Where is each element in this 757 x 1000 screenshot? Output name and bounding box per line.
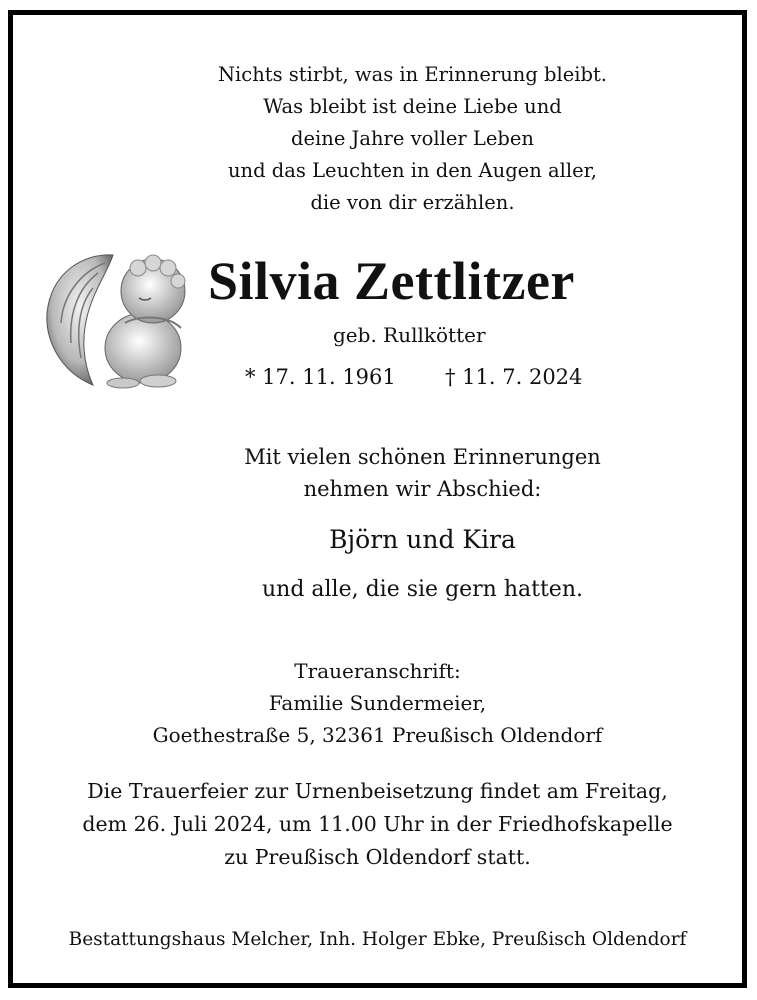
ceremony-line: dem 26. Juli 2024, um 11.00 Uhr in der Friedhofskapelle xyxy=(82,812,673,836)
family-names: Björn und Kira xyxy=(329,525,516,554)
memorial-poem xyxy=(203,59,622,219)
address-line: Familie Sundermeier, xyxy=(268,691,487,715)
obituary-frame xyxy=(8,10,747,988)
address-heading: Traueranschrift: xyxy=(294,659,461,683)
maiden-name: geb. Rullkötter xyxy=(333,323,486,347)
farewell-line: nehmen wir Abschied: xyxy=(303,477,542,501)
farewell-text xyxy=(213,441,632,505)
poem-line: deine Jahre voller Leben xyxy=(291,127,534,150)
sleeping-angel-icon xyxy=(43,243,193,393)
address-line: Goethestraße 5, 32361 Preußisch Oldendorf xyxy=(152,723,603,747)
poem-line: und das Leuchten in den Augen aller, xyxy=(228,159,597,182)
ceremony-line: Die Trauerfeier zur Urnenbeisetzung findet am Freitag, xyxy=(87,779,668,803)
poem-line: die von dir erzählen. xyxy=(310,191,515,214)
mourning-address xyxy=(73,655,682,751)
deceased-name: Silvia Zettlitzer xyxy=(208,251,575,311)
ceremony-notice xyxy=(33,775,722,874)
all-others-line: und alle, die sie gern hatten. xyxy=(261,577,583,602)
death-date: † 11. 7. 2024 xyxy=(445,365,583,389)
poem-line: Was bleibt ist deine Liebe und xyxy=(263,95,562,118)
funeral-home: Bestattungshaus Melcher, Inh. Holger Ebke, Preußisch Oldendorf xyxy=(68,929,687,950)
birth-date: * 17. 11. 1961 xyxy=(245,365,396,389)
ceremony-line: zu Preußisch Oldendorf statt. xyxy=(224,845,531,869)
poem-line: Nichts stirbt, was in Erinnerung bleibt. xyxy=(217,63,608,86)
farewell-line: Mit vielen schönen Erinnerungen xyxy=(244,445,601,469)
